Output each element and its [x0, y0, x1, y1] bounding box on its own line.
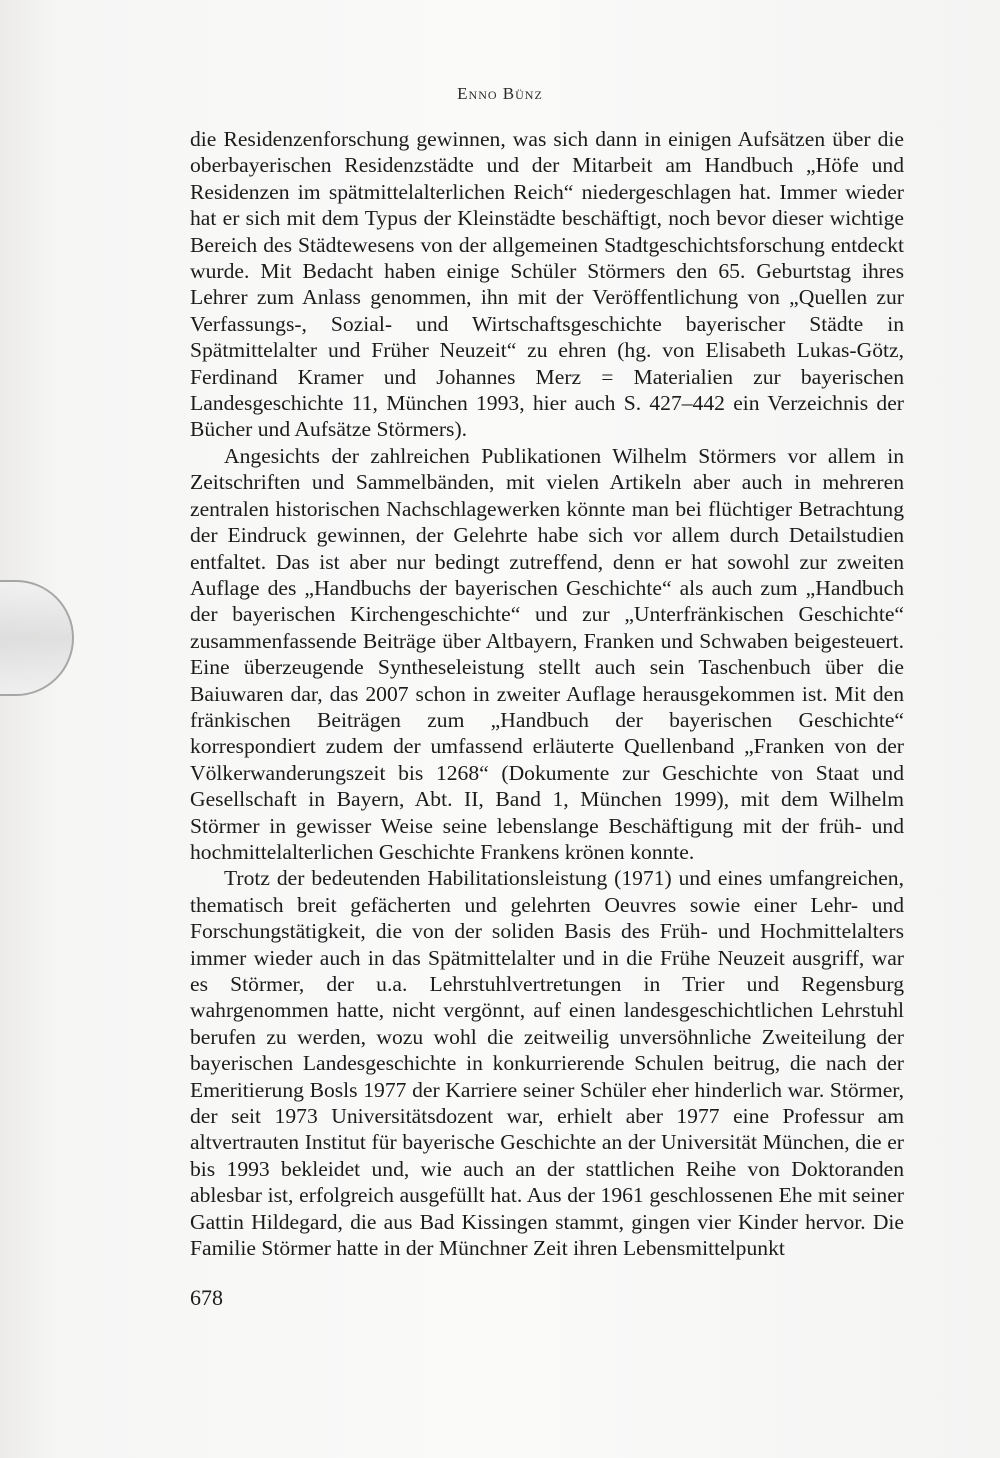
paragraph-3: Trotz der bedeutenden Habilitationsleistung (1971) und eines umfangreichen, thematisch breit gefächerten und gelehrten Oeuvres sowie einer Lehr- und Forschungstätigkeit, die von der soliden Basis des Früh- und Hochmittelalters immer wieder auch in das Spätmittelalter und in die Frühe Neuzeit ausgriff, war es Störmer, der u.a. Lehrstuhlvertretungen in Trier und Regensburg wahrgenommen hatte, nicht vergönnt, auf einen landesgeschichtlichen Lehrstuhl berufen zu werden, wozu wohl die zeitweilig unversöhnliche Zweiteilung der bayerischen Landesgeschichte in konkurrierende Schulen beitrug, die nach der Emeritierung Bosls 1977 der Karriere seiner Schüler eher hinderlich war. Störmer, der seit 1973 Universitätsdozent war, erhielt aber 1977 eine Professur am altvertrauten Institut für bayerische Geschichte an der Universität München, die er bis 1993 bekleidet und, wie auch an der stattlichen Reihe von Doktoranden ablesbar ist, erfolgreich ausgefüllt hat. Aus der 1961 geschlossenen Ehe mit seiner Gattin Hildegard, die aus Bad Kissingen stammt, gingen vier Kinder hervor. Die Familie Störmer hatte in der Münchner Zeit ihren Lebensmittelpunkt	[190, 866, 904, 1261]
running-header: Enno Bünz	[457, 84, 543, 103]
paragraph-1: die Residenzenforschung gewinnen, was sich dann in einigen Aufsätzen über die oberbayerischen Residenzstädte und der Mitarbeit am Handbuch „Höfe und Residenzen im spätmittelalterlichen Reich“ niedergeschlagen hat. Immer wieder hat er sich mit dem Typus der Kleinstädte beschäftigt, noch bevor dieser wichtige Bereich des Städtewesens von der allgemeinen Stadtgeschichtsforschung entdeckt wurde. Mit Bedacht haben einige Schüler Störmers den 65. Geburtstag ihres Lehrer zum Anlass genommen, ihn mit der Veröffentlichung von „Quellen zur Verfassungs-, Sozial- und Wirtschaftsgeschichte bayerischer Städte in Spätmittelalter und Früher Neuzeit“ zu ehren (hg. von Elisabeth Lukas-Götz, Ferdinand Kramer und Johannes Merz = Materialien zur bayerischen Landesgeschichte 11, München 1993, hier auch S. 427–442 ein Verzeichnis der Bücher und Aufsätze Störmers).	[190, 127, 904, 442]
paragraph-2: Angesichts der zahlreichen Publikationen Wilhelm Störmers vor allem in Zeitschriften und Sammelbänden, mit vielen Artikeln aber auch in mehreren zentralen historischen Nachschlagewerken könnte man bei flüchtiger Betrachtung der Eindruck gewinnen, der Gelehrte habe sich vor allem durch Detailstudien entfaltet. Das ist aber nur bedingt zutreffend, denn er hat sowohl zur zweiten Auflage des „Handbuchs der bayerischen Geschichte“ als auch zum „Handbuch der bayerischen Kirchengeschichte“ und zur „Unterfränkischen Geschichte“ zusammenfassende Beiträge über Altbayern, Franken und Schwaben beigesteuert. Eine überzeugende Syntheseleistung stellt auch sein Taschenbuch über die Baiuwaren dar, das 2007 schon in zweiter Auflage herausgekommen ist. Mit den fränkischen Beiträgen zum „Handbuch der bayerischen Geschichte“ korrespondiert zudem der umfassend erläuterte Quellenband „Franken von der Völkerwanderungszeit bis 1268“ (Dokumente zur Geschichte von Staat und Gesellschaft in Bayern, Abt. II, Band 1, München 1999), mit dem Wilhelm Störmer in gewisser Weise seine lebenslange Beschäftigung mit der früh- und hochmittelalterlichen Geschichte Frankens krönen konnte.	[190, 443, 904, 864]
paper-clip-shadow	[0, 580, 74, 696]
page-number: 678	[190, 1285, 223, 1310]
body-text	[190, 126, 904, 1261]
